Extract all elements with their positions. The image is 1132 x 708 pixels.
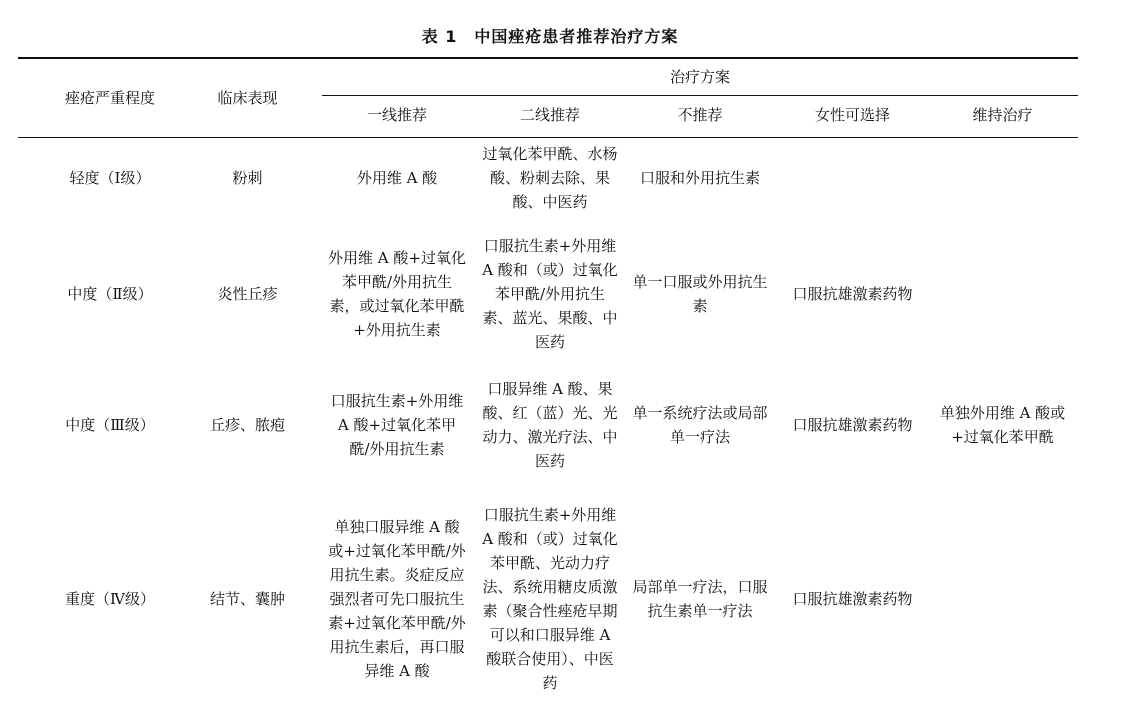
header-maintenance: 维持治疗 [972, 106, 1033, 124]
row3-not-recommended: 单一系统疗法或局部单一疗法 [632, 404, 768, 446]
header-severity: 痤疮严重程度 [64, 89, 155, 107]
header-clinical: 临床表现 [217, 89, 278, 107]
row2-second-line: 口服抗生素+外用维 A 酸和（或）过氧化苯甲酰/外用抗生素、蓝光、果酸、中医药 [482, 237, 618, 351]
header-female-option: 女性可选择 [814, 106, 890, 124]
row1-severity: 轻度（Ⅰ级） [69, 169, 151, 187]
row1-not-recommended: 口服和外用抗生素 [639, 169, 760, 187]
row2-female-option: 口服抗雄激素药物 [792, 285, 913, 303]
header-second-line: 二线推荐 [519, 106, 580, 124]
row4-not-recommended: 局部单一疗法，口服抗生素单一疗法 [632, 578, 768, 620]
header-treatment-plan: 治疗方案 [669, 68, 730, 86]
row4-second-line: 口服抗生素+外用维 A 酸和（或）过氧化苯甲酰、光动力疗法、系统用糖皮质激素（聚合性痤疮早期可以和口服异维 A 酸联合使用）、中医药 [482, 506, 618, 692]
table-title: 表 1 中国痤疮患者推荐治疗方案 [421, 27, 679, 46]
row3-maintenance: 单独外用维 A 酸或+过氧化苯甲酰 [939, 404, 1066, 446]
row4-clinical: 结节、囊肿 [209, 590, 285, 608]
row3-first-line: 口服抗生素+外用维 A 酸+过氧化苯甲酰/外用抗生素 [330, 392, 464, 458]
header-first-line: 一线推荐 [366, 106, 427, 124]
header-rule [18, 137, 1078, 138]
row2-first-line: 外用维 A 酸+过氧化苯甲酰/外用抗生素，或过氧化苯甲酰+外用抗生素 [328, 249, 466, 339]
row3-female-option: 口服抗雄激素药物 [792, 416, 913, 434]
top-rule [18, 57, 1078, 59]
row2-not-recommended: 单一口服或外用抗生素 [632, 273, 768, 315]
group-rule [322, 95, 1078, 96]
header-not-recommended: 不推荐 [677, 106, 723, 124]
row3-severity: 中度（Ⅲ级） [65, 416, 155, 434]
row4-first-line: 单独口服异维 A 酸或+过氧化苯甲酰/外用抗生素。炎症反应强烈者可先口服抗生素+过氧化苯甲酰/外用抗生素后，再口服异维 A 酸 [328, 518, 466, 680]
row3-second-line: 口服异维 A 酸、果酸、红（蓝）光、光动力、激光疗法、中医药 [482, 380, 618, 470]
row4-female-option: 口服抗雄激素药物 [792, 590, 913, 608]
row2-clinical: 炎性丘疹 [217, 285, 278, 303]
row1-first-line: 外用维 A 酸 [356, 169, 438, 187]
row2-severity: 中度（Ⅱ级） [67, 285, 153, 303]
row1-second-line: 过氧化苯甲酰、水杨酸、粉刺去除、果酸、中医药 [482, 145, 618, 211]
row4-severity: 重度（Ⅳ级） [65, 590, 155, 608]
row3-clinical: 丘疹、脓疱 [209, 416, 285, 434]
row1-clinical: 粉刺 [232, 169, 263, 187]
